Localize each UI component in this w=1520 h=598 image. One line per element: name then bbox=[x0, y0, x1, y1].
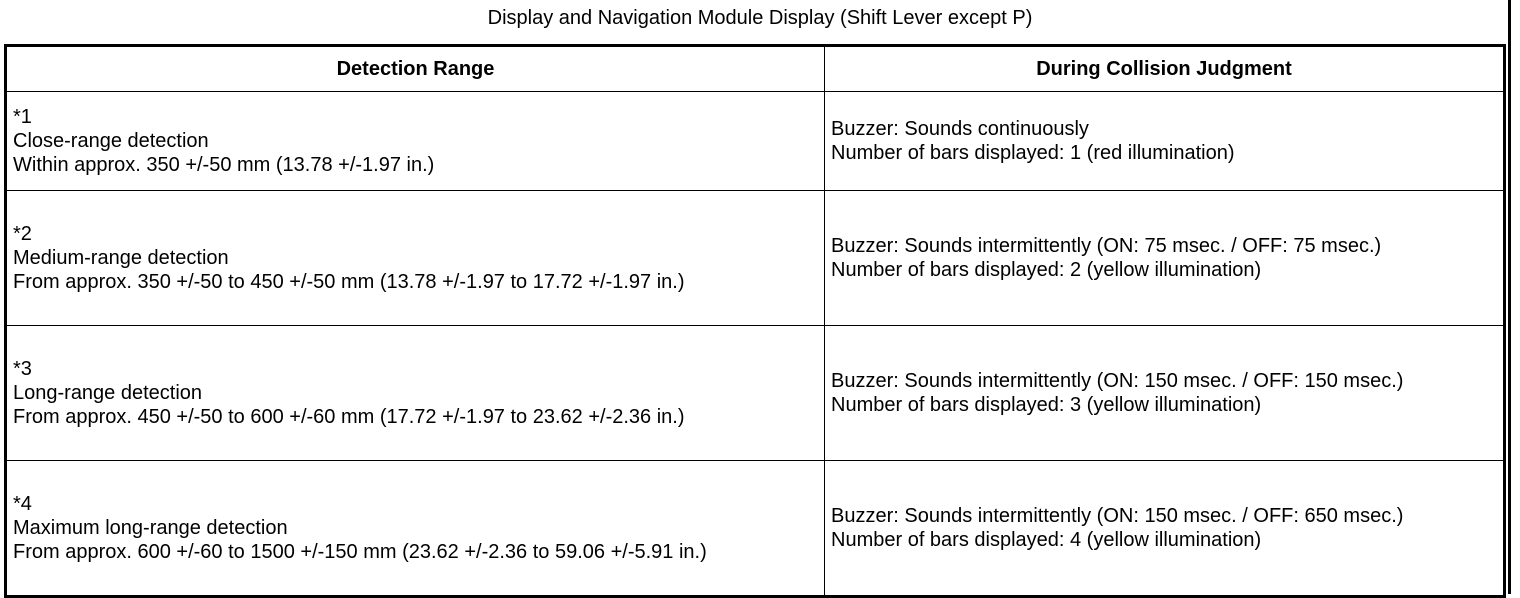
judgment-cell bbox=[825, 326, 1505, 461]
table-row bbox=[6, 191, 1505, 326]
header-collision-judgment: During Collision Judgment bbox=[825, 46, 1505, 92]
range-name: Medium-range detection bbox=[13, 247, 229, 269]
page-title: Display and Navigation Module Display (Shift Lever except P) bbox=[487, 7, 1033, 29]
range-cell bbox=[6, 461, 825, 597]
buzzer-text: Buzzer: Sounds continuously bbox=[831, 118, 1089, 140]
buzzer-text: Buzzer: Sounds intermittently (ON: 150 msec. / OFF: 650 msec.) bbox=[831, 505, 1404, 527]
range-marker: *2 bbox=[13, 223, 32, 245]
range-marker: *3 bbox=[13, 358, 32, 380]
judgment-cell bbox=[825, 92, 1505, 191]
page-edge-rule bbox=[1508, 0, 1511, 594]
range-name: Close-range detection bbox=[13, 130, 209, 152]
bars-text: Number of bars displayed: 2 (yellow illumination) bbox=[831, 259, 1262, 281]
range-name: Long-range detection bbox=[13, 382, 203, 404]
detection-table bbox=[4, 44, 1506, 598]
judgment-cell bbox=[825, 461, 1505, 597]
bars-text: Number of bars displayed: 3 (yellow illumination) bbox=[831, 394, 1262, 416]
range-distance: From approx. 450 +/-50 to 600 +/-60 mm (17.72 +/-1.97 to 23.62 +/-2.36 in.) bbox=[13, 406, 685, 428]
range-distance: From approx. 350 +/-50 to 450 +/-50 mm (13.78 +/-1.97 to 17.72 +/-1.97 in.) bbox=[13, 271, 685, 293]
buzzer-text: Buzzer: Sounds intermittently (ON: 75 msec. / OFF: 75 msec.) bbox=[831, 235, 1382, 257]
buzzer-text: Buzzer: Sounds intermittently (ON: 150 msec. / OFF: 150 msec.) bbox=[831, 370, 1404, 392]
header-detection-range: Detection Range bbox=[6, 46, 825, 92]
table-row bbox=[6, 92, 1505, 191]
range-name: Maximum long-range detection bbox=[13, 517, 288, 539]
table-header-row bbox=[6, 46, 1505, 92]
table-row bbox=[6, 326, 1505, 461]
range-distance: From approx. 600 +/-60 to 1500 +/-150 mm (23.62 +/-2.36 to 59.06 +/-5.91 in.) bbox=[13, 541, 707, 563]
range-cell bbox=[6, 92, 825, 191]
range-cell bbox=[6, 191, 825, 326]
range-marker: *4 bbox=[13, 493, 32, 515]
table-row bbox=[6, 461, 1505, 597]
range-marker: *1 bbox=[13, 106, 32, 128]
bars-text: Number of bars displayed: 4 (yellow illumination) bbox=[831, 529, 1262, 551]
range-cell bbox=[6, 326, 825, 461]
range-distance: Within approx. 350 +/-50 mm (13.78 +/-1.97 in.) bbox=[13, 154, 435, 176]
judgment-cell bbox=[825, 191, 1505, 326]
bars-text: Number of bars displayed: 1 (red illumination) bbox=[831, 142, 1235, 164]
